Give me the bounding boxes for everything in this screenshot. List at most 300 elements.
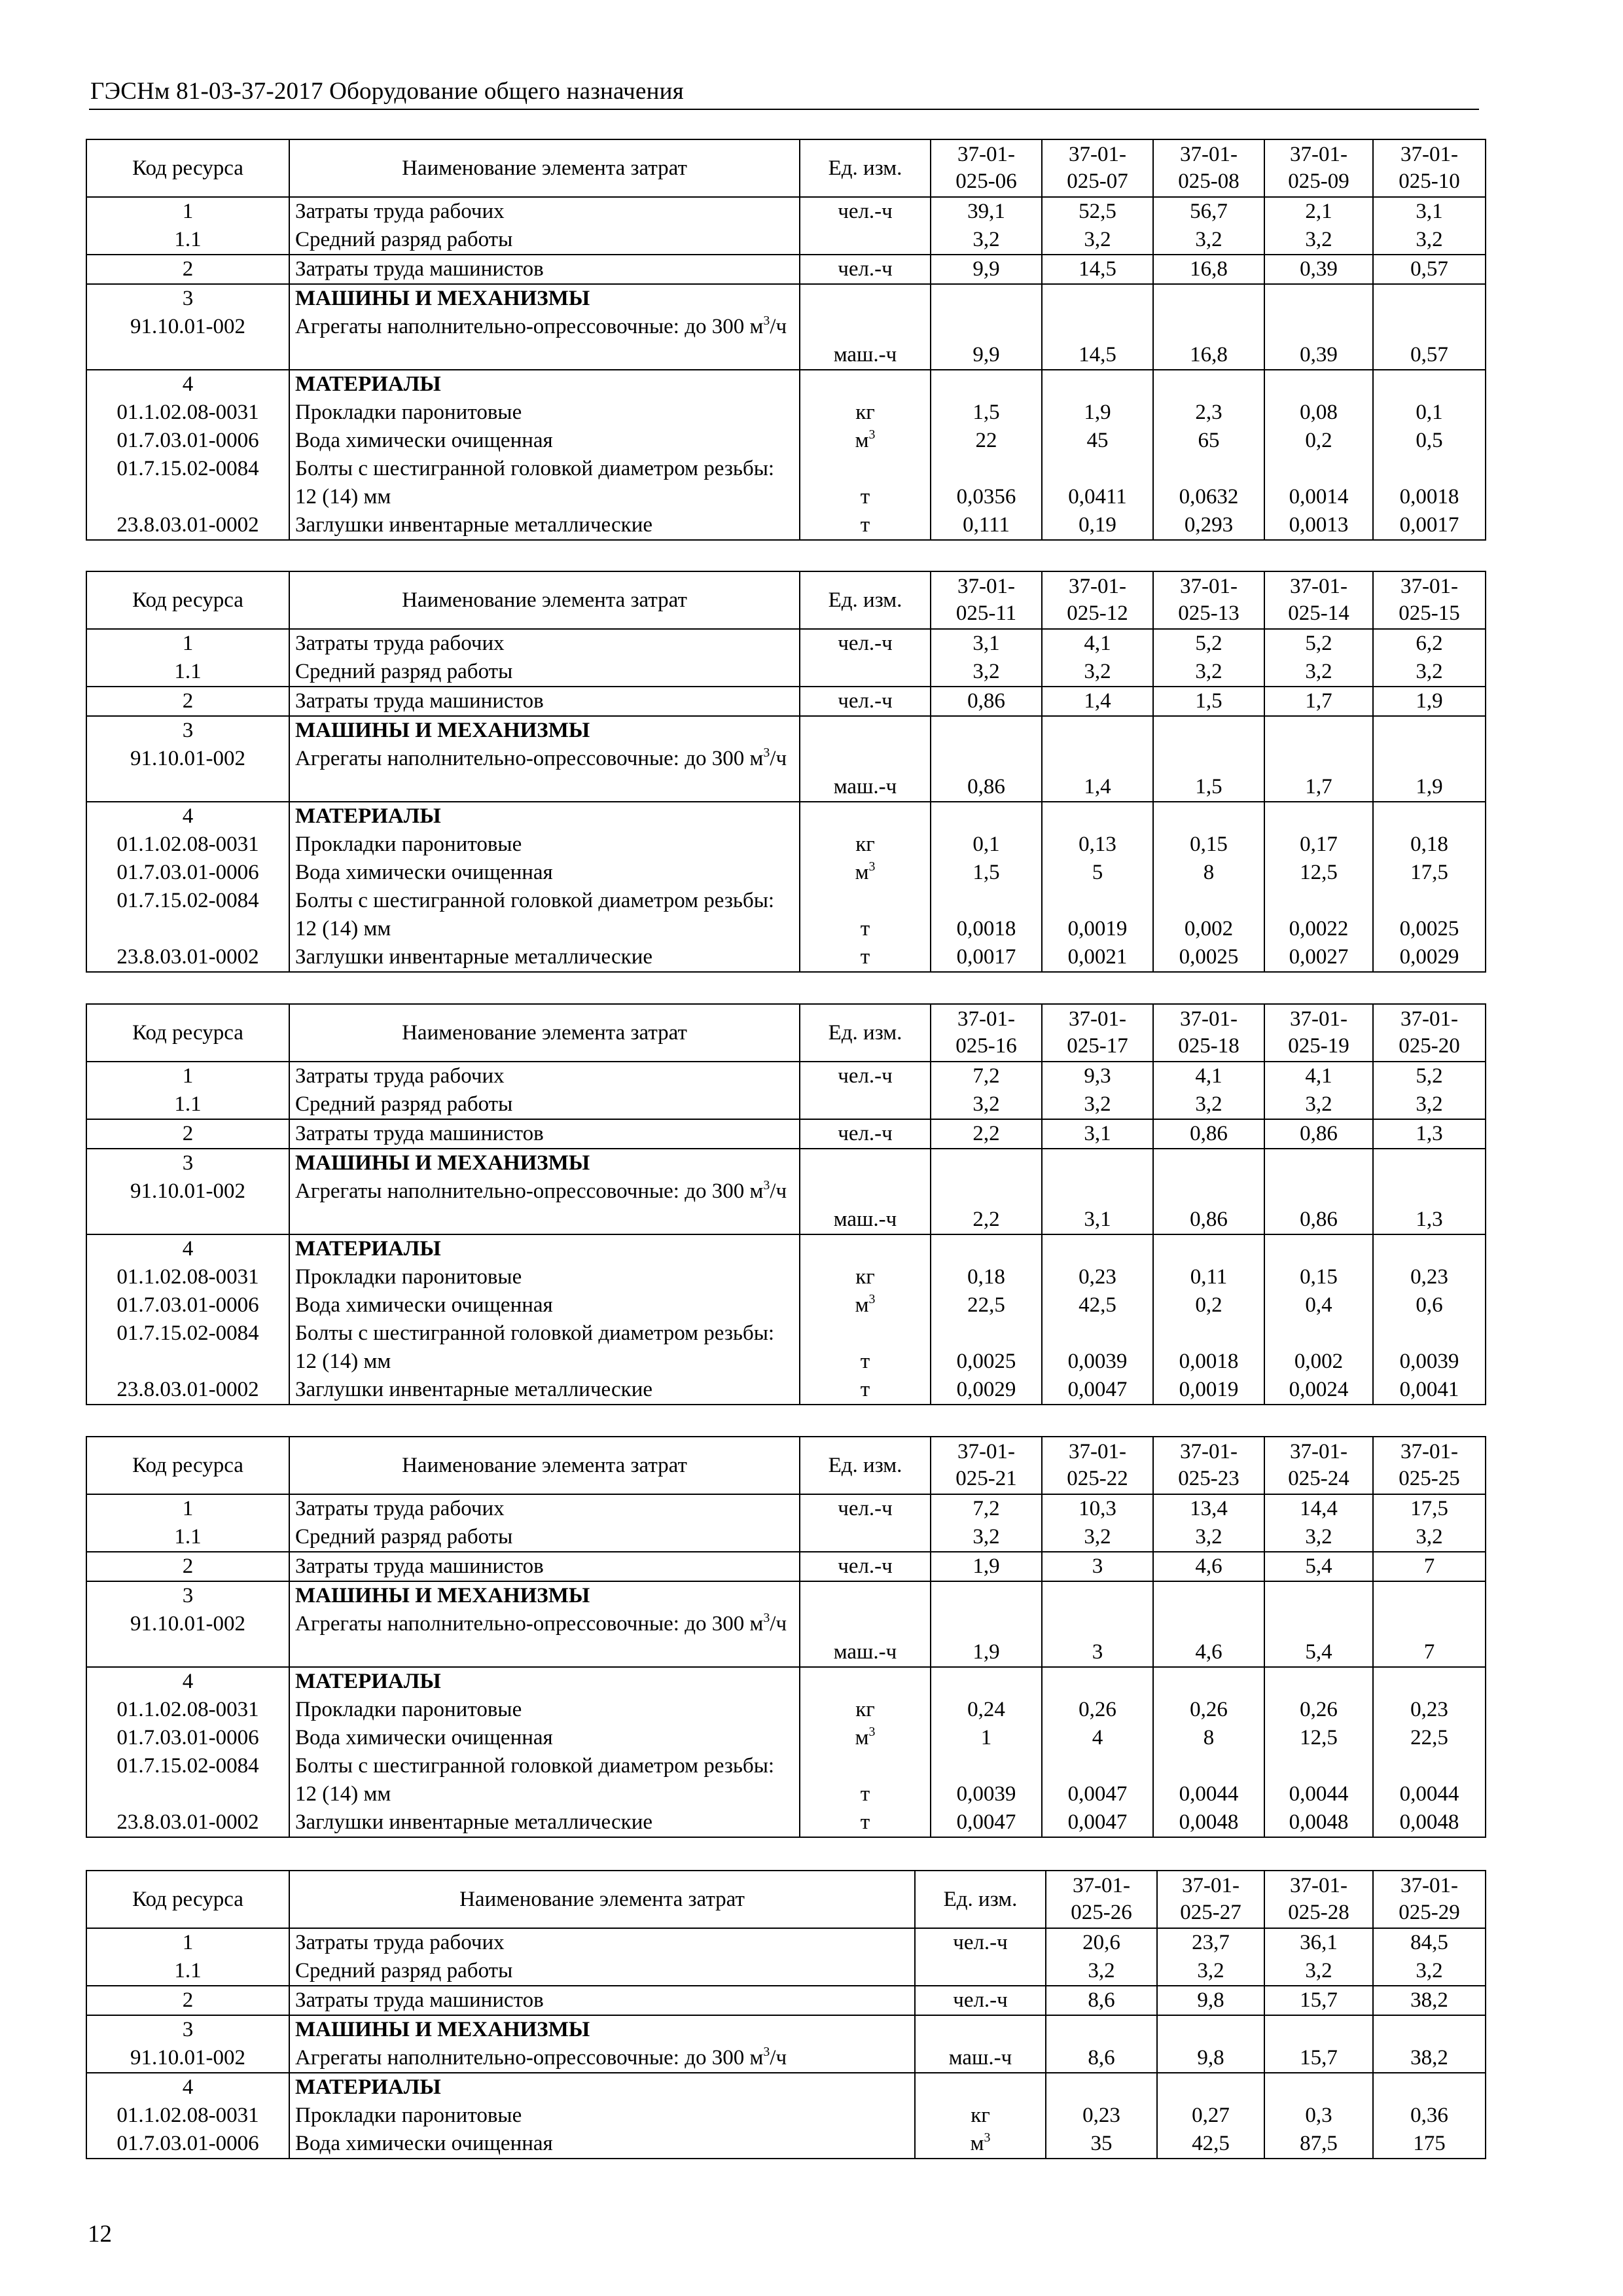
value-cell: 3,2 bbox=[1373, 658, 1486, 687]
value-cell: 3,2 bbox=[1373, 1523, 1486, 1552]
rate-code-column-header: 37-01- 025-27 bbox=[1157, 1871, 1264, 1928]
rate-code-column-header: 37-01- 025-21 bbox=[931, 1437, 1042, 1494]
resource-code-cell: 3 bbox=[86, 1149, 289, 1177]
unit-cell bbox=[800, 1667, 931, 1696]
value-cell: 0,0014 bbox=[1264, 455, 1373, 511]
page-number: 12 bbox=[88, 2221, 112, 2248]
unit-cell bbox=[800, 370, 931, 399]
rate-code-column-header: 37-01- 025-09 bbox=[1264, 139, 1373, 197]
value-cell: 7 bbox=[1373, 1610, 1486, 1667]
code-column-header: Код ресурса bbox=[86, 571, 289, 629]
value-cell: 3,2 bbox=[1373, 1957, 1486, 1986]
value-cell bbox=[1153, 716, 1264, 745]
value-cell bbox=[1373, 716, 1486, 745]
value-cell bbox=[1373, 1234, 1486, 1263]
value-cell bbox=[1042, 1667, 1153, 1696]
value-cell bbox=[1153, 370, 1264, 399]
rate-code-column-header: 37-01- 025-12 bbox=[1042, 571, 1153, 629]
resource-code-cell: 23.8.03.01-0002 bbox=[86, 1376, 289, 1405]
unit-cell: $м^3$ bbox=[800, 1724, 931, 1752]
resource-code-cell: 2 bbox=[86, 1986, 289, 2015]
table-row bbox=[86, 745, 1486, 802]
cost-item-name: Вода химически очищенная bbox=[289, 1291, 800, 1319]
value-cell: 0,0048 bbox=[1264, 1808, 1373, 1837]
resource-code-cell: 01.1.02.08-0031 bbox=[86, 1263, 289, 1291]
value-cell: 3,2 bbox=[1042, 226, 1153, 255]
value-cell: 1,9 bbox=[931, 1610, 1042, 1667]
value-cell: 17,5 bbox=[1373, 1494, 1486, 1523]
value-cell bbox=[1264, 2073, 1373, 2102]
value-cell: 0,86 bbox=[1264, 1177, 1373, 1234]
cost-item-name: Затраты труда машинистов bbox=[289, 255, 800, 284]
value-cell: 0,0411 bbox=[1042, 455, 1153, 511]
table-header-row bbox=[86, 139, 1486, 197]
cost-item-name: Средний разряд работы bbox=[289, 658, 800, 687]
unit-cell bbox=[800, 1234, 931, 1263]
value-cell: 0,0039 bbox=[1042, 1319, 1153, 1376]
name-column-header: Наименование элемента затрат bbox=[289, 139, 800, 197]
value-cell bbox=[1373, 284, 1486, 313]
value-cell: 0,1 bbox=[1373, 399, 1486, 427]
value-cell bbox=[1373, 1581, 1486, 1610]
unit-cell: т bbox=[800, 511, 931, 540]
value-cell bbox=[1042, 370, 1153, 399]
cost-item-name: Заглушки инвентарные металлические bbox=[289, 943, 800, 972]
value-cell: 0,2 bbox=[1153, 1291, 1264, 1319]
value-cell bbox=[1264, 370, 1373, 399]
resource-code-cell: 91.10.01-002 bbox=[86, 1177, 289, 1234]
value-cell: 3,2 bbox=[1264, 1090, 1373, 1119]
resource-code-cell: 01.7.03.01-0006 bbox=[86, 859, 289, 887]
value-cell: 4,1 bbox=[1153, 1062, 1264, 1090]
resource-code-cell: 01.7.15.02-0084 bbox=[86, 455, 289, 511]
value-cell: 9,9 bbox=[931, 313, 1042, 370]
table-row bbox=[86, 2073, 1486, 2102]
value-cell: 1,3 bbox=[1373, 1119, 1486, 1149]
value-cell bbox=[931, 1581, 1042, 1610]
resource-code-cell: 1.1 bbox=[86, 1523, 289, 1552]
value-cell: 0,15 bbox=[1264, 1263, 1373, 1291]
unit-cell bbox=[800, 658, 931, 687]
table-row bbox=[86, 859, 1486, 887]
value-cell: 14,5 bbox=[1042, 313, 1153, 370]
unit-cell: маш.-ч bbox=[800, 313, 931, 370]
resource-code-cell: 4 bbox=[86, 370, 289, 399]
value-cell: 7,2 bbox=[931, 1494, 1042, 1523]
value-cell: 0,39 bbox=[1264, 313, 1373, 370]
unit-cell: чел.-ч bbox=[915, 1928, 1046, 1957]
value-cell: 0,08 bbox=[1264, 399, 1373, 427]
unit-cell: чел.-ч bbox=[800, 629, 931, 658]
table-row bbox=[86, 658, 1486, 687]
value-cell bbox=[1153, 1149, 1264, 1177]
value-cell: 5,4 bbox=[1264, 1610, 1373, 1667]
table-row bbox=[86, 887, 1486, 943]
value-cell: 56,7 bbox=[1153, 197, 1264, 226]
resource-code-cell: 01.1.02.08-0031 bbox=[86, 1696, 289, 1724]
value-cell: 35 bbox=[1046, 2130, 1157, 2159]
unit-column-header: Ед. изм. bbox=[800, 1004, 931, 1062]
resource-code-cell: 4 bbox=[86, 802, 289, 831]
unit-column-header: Ед. изм. bbox=[800, 139, 931, 197]
cost-table bbox=[86, 1003, 1486, 1405]
resource-code-cell: 3 bbox=[86, 1581, 289, 1610]
unit-cell: кг bbox=[800, 1263, 931, 1291]
value-cell: 6,2 bbox=[1373, 629, 1486, 658]
value-cell: 0,0024 bbox=[1264, 1376, 1373, 1405]
value-cell bbox=[1373, 802, 1486, 831]
unit-cell: чел.-ч bbox=[800, 687, 931, 716]
value-cell: 3,1 bbox=[1042, 1177, 1153, 1234]
unit-cell bbox=[800, 716, 931, 745]
table-row bbox=[86, 1523, 1486, 1552]
value-cell bbox=[931, 1234, 1042, 1263]
value-cell: 0,26 bbox=[1042, 1696, 1153, 1724]
value-cell bbox=[1264, 1667, 1373, 1696]
value-cell: 38,2 bbox=[1373, 2044, 1486, 2073]
rate-code-column-header: 37-01- 025-23 bbox=[1153, 1437, 1264, 1494]
cost-item-name: Средний разряд работы bbox=[289, 226, 800, 255]
value-cell: 36,1 bbox=[1264, 1928, 1373, 1957]
table-row bbox=[86, 197, 1486, 226]
value-cell bbox=[931, 1149, 1042, 1177]
cost-item-name: Заглушки инвентарные металлические bbox=[289, 511, 800, 540]
value-cell: 3,2 bbox=[1157, 1957, 1264, 1986]
resource-code-cell: 4 bbox=[86, 1234, 289, 1263]
cost-item-name: Прокладки паронитовые bbox=[289, 1696, 800, 1724]
unit-cell: чел.-ч bbox=[800, 197, 931, 226]
value-cell: 3,2 bbox=[1042, 658, 1153, 687]
cost-item-name: Прокладки паронитовые bbox=[289, 399, 800, 427]
value-cell: 0,0022 bbox=[1264, 887, 1373, 943]
table-row bbox=[86, 255, 1486, 284]
value-cell: 0,0027 bbox=[1264, 943, 1373, 972]
value-cell: 14,5 bbox=[1042, 255, 1153, 284]
value-cell: 0,1 bbox=[931, 831, 1042, 859]
resource-code-cell: 91.10.01-002 bbox=[86, 745, 289, 802]
value-cell: 0,18 bbox=[1373, 831, 1486, 859]
value-cell: 1,5 bbox=[931, 399, 1042, 427]
cost-item-name: Болты с шестигранной головкой диаметром резьбы: 12 (14) мм bbox=[289, 455, 800, 511]
table-row bbox=[86, 831, 1486, 859]
resource-code-cell: 23.8.03.01-0002 bbox=[86, 943, 289, 972]
section-heading: МАШИНЫ И МЕХАНИЗМЫ bbox=[289, 716, 800, 745]
table-header-row bbox=[86, 571, 1486, 629]
value-cell: 9,3 bbox=[1042, 1062, 1153, 1090]
value-cell: 3,2 bbox=[931, 1523, 1042, 1552]
resource-code-cell: 2 bbox=[86, 255, 289, 284]
value-cell: 0,0047 bbox=[1042, 1752, 1153, 1808]
value-cell bbox=[931, 802, 1042, 831]
resource-code-cell: 1.1 bbox=[86, 1090, 289, 1119]
resource-code-cell: 01.7.03.01-0006 bbox=[86, 1291, 289, 1319]
table-header-row bbox=[86, 1871, 1486, 1928]
resource-code-cell: 01.7.15.02-0084 bbox=[86, 887, 289, 943]
unit-cell: т bbox=[800, 1808, 931, 1837]
value-cell bbox=[1042, 1581, 1153, 1610]
value-cell: 16,8 bbox=[1153, 313, 1264, 370]
value-cell: 2,2 bbox=[931, 1177, 1042, 1234]
cost-table bbox=[86, 1870, 1486, 2159]
resource-code-cell: 01.7.03.01-0006 bbox=[86, 1724, 289, 1752]
code-column-header: Код ресурса bbox=[86, 1437, 289, 1494]
resource-code-cell: 1 bbox=[86, 1062, 289, 1090]
rate-code-column-header: 37-01- 025-14 bbox=[1264, 571, 1373, 629]
value-cell bbox=[1157, 2073, 1264, 2102]
cost-item-name: Заглушки инвентарные металлические bbox=[289, 1808, 800, 1837]
rate-code-column-header: 37-01- 025-07 bbox=[1042, 139, 1153, 197]
value-cell: 7,2 bbox=[931, 1062, 1042, 1090]
section-heading: МАТЕРИАЛЫ bbox=[289, 1667, 800, 1696]
value-cell bbox=[1046, 2073, 1157, 2102]
cost-item-name: Средний разряд работы bbox=[289, 1090, 800, 1119]
unit-cell: маш.-ч bbox=[915, 2044, 1046, 2073]
cost-table bbox=[86, 139, 1486, 541]
resource-code-cell: 1 bbox=[86, 629, 289, 658]
cost-item-name: Агрегаты наполнительно-опрессовочные: до 300 $м^3/ч$ bbox=[289, 2044, 915, 2073]
value-cell: 3,1 bbox=[931, 629, 1042, 658]
cost-item-name: Прокладки паронитовые bbox=[289, 2102, 915, 2130]
value-cell bbox=[1042, 802, 1153, 831]
rate-code-column-header: 37-01- 025-18 bbox=[1153, 1004, 1264, 1062]
cost-item-name: Вода химически очищенная bbox=[289, 859, 800, 887]
value-cell bbox=[1264, 1149, 1373, 1177]
rate-code-column-header: 37-01- 025-20 bbox=[1373, 1004, 1486, 1062]
rate-code-column-header: 37-01- 025-22 bbox=[1042, 1437, 1153, 1494]
value-cell: 0,23 bbox=[1046, 2102, 1157, 2130]
value-cell: 0,0025 bbox=[931, 1319, 1042, 1376]
cost-item-name: Прокладки паронитовые bbox=[289, 1263, 800, 1291]
rate-code-column-header: 37-01- 025-15 bbox=[1373, 571, 1486, 629]
unit-cell: $м^3$ bbox=[915, 2130, 1046, 2159]
cost-table bbox=[86, 571, 1486, 973]
value-cell: 2,2 bbox=[931, 1119, 1042, 1149]
resource-code-cell: 01.7.03.01-0006 bbox=[86, 2130, 289, 2159]
value-cell: 9,9 bbox=[931, 255, 1042, 284]
unit-cell: кг bbox=[800, 1696, 931, 1724]
value-cell: 5,2 bbox=[1373, 1062, 1486, 1090]
value-cell: 0,0632 bbox=[1153, 455, 1264, 511]
table-row bbox=[86, 1177, 1486, 1234]
value-cell: 0,002 bbox=[1153, 887, 1264, 943]
unit-cell: чел.-ч bbox=[800, 1119, 931, 1149]
value-cell: 12,5 bbox=[1264, 859, 1373, 887]
value-cell: 15,7 bbox=[1264, 1986, 1373, 2015]
cost-item-name: Агрегаты наполнительно-опрессовочные: до 300 $м^3/ч$ bbox=[289, 313, 800, 370]
value-cell: 3,2 bbox=[1153, 658, 1264, 687]
resource-code-cell: 1 bbox=[86, 1494, 289, 1523]
value-cell: 0,0044 bbox=[1153, 1752, 1264, 1808]
value-cell: 0,0018 bbox=[1373, 455, 1486, 511]
value-cell bbox=[1042, 284, 1153, 313]
value-cell: 0,26 bbox=[1264, 1696, 1373, 1724]
value-cell: 3,2 bbox=[1153, 226, 1264, 255]
value-cell: 1,9 bbox=[931, 1552, 1042, 1581]
unit-cell: кг bbox=[800, 831, 931, 859]
resource-code-cell: 01.7.03.01-0006 bbox=[86, 427, 289, 455]
table-row bbox=[86, 313, 1486, 370]
unit-cell: т bbox=[800, 887, 931, 943]
value-cell: 13,4 bbox=[1153, 1494, 1264, 1523]
table-row bbox=[86, 1263, 1486, 1291]
value-cell bbox=[1046, 2015, 1157, 2044]
value-cell: 1,9 bbox=[1042, 399, 1153, 427]
value-cell: 39,1 bbox=[931, 197, 1042, 226]
unit-column-header: Ед. изм. bbox=[800, 1437, 931, 1494]
name-column-header: Наименование элемента затрат bbox=[289, 571, 800, 629]
name-column-header: Наименование элемента затрат bbox=[289, 1437, 800, 1494]
value-cell: 0,0041 bbox=[1373, 1376, 1486, 1405]
table-row bbox=[86, 1696, 1486, 1724]
cost-table bbox=[86, 1436, 1486, 1838]
value-cell bbox=[1373, 2015, 1486, 2044]
unit-cell bbox=[800, 1149, 931, 1177]
unit-cell: маш.-ч bbox=[800, 745, 931, 802]
resource-code-cell: 2 bbox=[86, 687, 289, 716]
table-row bbox=[86, 1808, 1486, 1837]
value-cell bbox=[1373, 370, 1486, 399]
unit-cell: т bbox=[800, 1319, 931, 1376]
resource-code-cell: 3 bbox=[86, 2015, 289, 2044]
value-cell: 1 bbox=[931, 1724, 1042, 1752]
cost-item-name: Агрегаты наполнительно-опрессовочные: до 300 $м^3/ч$ bbox=[289, 745, 800, 802]
value-cell: 3,2 bbox=[1153, 1090, 1264, 1119]
value-cell: 0,86 bbox=[1264, 1119, 1373, 1149]
table-row bbox=[86, 2044, 1486, 2073]
value-cell: 0,0047 bbox=[1042, 1808, 1153, 1837]
resource-code-cell: 91.10.01-002 bbox=[86, 1610, 289, 1667]
code-column-header: Код ресурса bbox=[86, 1004, 289, 1062]
code-column-header: Код ресурса bbox=[86, 139, 289, 197]
rate-code-column-header: 37-01- 025-13 bbox=[1153, 571, 1264, 629]
value-cell: 2,3 bbox=[1153, 399, 1264, 427]
value-cell: 0,18 bbox=[931, 1263, 1042, 1291]
table-header-row bbox=[86, 1004, 1486, 1062]
rate-code-column-header: 37-01- 025-26 bbox=[1046, 1871, 1157, 1928]
value-cell: 0,27 bbox=[1157, 2102, 1264, 2130]
value-cell: 1,9 bbox=[1373, 687, 1486, 716]
value-cell: 8 bbox=[1153, 1724, 1264, 1752]
value-cell: 0,0019 bbox=[1042, 887, 1153, 943]
resource-code-cell: 1 bbox=[86, 1928, 289, 1957]
value-cell: 4,6 bbox=[1153, 1552, 1264, 1581]
table-row bbox=[86, 687, 1486, 716]
value-cell: 12,5 bbox=[1264, 1724, 1373, 1752]
value-cell: 10,3 bbox=[1042, 1494, 1153, 1523]
table-row bbox=[86, 802, 1486, 831]
value-cell: 3,2 bbox=[1264, 1523, 1373, 1552]
value-cell: 4,1 bbox=[1264, 1062, 1373, 1090]
table-row bbox=[86, 2102, 1486, 2130]
value-cell bbox=[1373, 2073, 1486, 2102]
table-row bbox=[86, 370, 1486, 399]
unit-cell bbox=[915, 1957, 1046, 1986]
value-cell: 3,2 bbox=[1153, 1523, 1264, 1552]
value-cell: 0,0018 bbox=[1153, 1319, 1264, 1376]
unit-cell: т bbox=[800, 1752, 931, 1808]
table-row bbox=[86, 2130, 1486, 2159]
value-cell: 0,23 bbox=[1042, 1263, 1153, 1291]
value-cell: 0,0044 bbox=[1264, 1752, 1373, 1808]
resource-code-cell: 01.7.15.02-0084 bbox=[86, 1319, 289, 1376]
section-heading: МАТЕРИАЛЫ bbox=[289, 2073, 915, 2102]
value-cell: 3,1 bbox=[1042, 1119, 1153, 1149]
value-cell: 3,2 bbox=[1264, 1957, 1373, 1986]
value-cell: 0,111 bbox=[931, 511, 1042, 540]
value-cell: 22,5 bbox=[931, 1291, 1042, 1319]
cost-item-name: Болты с шестигранной головкой диаметром резьбы: 12 (14) мм bbox=[289, 1752, 800, 1808]
value-cell: 5,4 bbox=[1264, 1552, 1373, 1581]
value-cell bbox=[1157, 2015, 1264, 2044]
unit-cell: чел.-ч bbox=[800, 1494, 931, 1523]
unit-cell: маш.-ч bbox=[800, 1177, 931, 1234]
cost-item-name: Вода химически очищенная bbox=[289, 427, 800, 455]
unit-cell: маш.-ч bbox=[800, 1610, 931, 1667]
table-row bbox=[86, 1986, 1486, 2015]
rate-code-column-header: 37-01- 025-17 bbox=[1042, 1004, 1153, 1062]
value-cell: 0,0047 bbox=[1042, 1376, 1153, 1405]
value-cell: 45 bbox=[1042, 427, 1153, 455]
rate-code-column-header: 37-01- 025-06 bbox=[931, 139, 1042, 197]
table-row bbox=[86, 1062, 1486, 1090]
unit-cell: т bbox=[800, 455, 931, 511]
unit-cell: т bbox=[800, 943, 931, 972]
table-row bbox=[86, 399, 1486, 427]
cost-item-name: Затраты труда рабочих bbox=[289, 1494, 800, 1523]
value-cell: 0,24 bbox=[931, 1696, 1042, 1724]
value-cell bbox=[931, 1667, 1042, 1696]
cost-item-name: Заглушки инвентарные металлические bbox=[289, 1376, 800, 1405]
table-row bbox=[86, 1724, 1486, 1752]
unit-cell bbox=[915, 2073, 1046, 2102]
value-cell: 0,11 bbox=[1153, 1263, 1264, 1291]
value-cell: 3,2 bbox=[1042, 1090, 1153, 1119]
cost-item-name: Средний разряд работы bbox=[289, 1523, 800, 1552]
resource-code-cell: 01.7.15.02-0084 bbox=[86, 1752, 289, 1808]
table-row bbox=[86, 716, 1486, 745]
value-cell bbox=[1153, 1581, 1264, 1610]
value-cell: 84,5 bbox=[1373, 1928, 1486, 1957]
value-cell: 1,4 bbox=[1042, 687, 1153, 716]
unit-cell bbox=[800, 802, 931, 831]
resource-code-cell: 1 bbox=[86, 197, 289, 226]
table-row bbox=[86, 943, 1486, 972]
resource-code-cell: 2 bbox=[86, 1552, 289, 1581]
value-cell: 7 bbox=[1373, 1552, 1486, 1581]
value-cell bbox=[931, 284, 1042, 313]
cost-item-name: Агрегаты наполнительно-опрессовочные: до 300 $м^3/ч$ bbox=[289, 1610, 800, 1667]
value-cell: 3,2 bbox=[931, 658, 1042, 687]
resource-code-cell: 4 bbox=[86, 2073, 289, 2102]
value-cell: 0,0039 bbox=[931, 1752, 1042, 1808]
cost-item-name: Вода химически очищенная bbox=[289, 2130, 915, 2159]
value-cell bbox=[931, 370, 1042, 399]
cost-item-name: Затраты труда рабочих bbox=[289, 197, 800, 226]
resource-code-cell: 1.1 bbox=[86, 658, 289, 687]
table-row bbox=[86, 427, 1486, 455]
value-cell: 16,8 bbox=[1153, 255, 1264, 284]
resource-code-cell: 01.1.02.08-0031 bbox=[86, 831, 289, 859]
value-cell: 5,2 bbox=[1153, 629, 1264, 658]
resource-code-cell: 01.1.02.08-0031 bbox=[86, 2102, 289, 2130]
value-cell: 0,5 bbox=[1373, 427, 1486, 455]
unit-cell: кг bbox=[915, 2102, 1046, 2130]
value-cell: 23,7 bbox=[1157, 1928, 1264, 1957]
value-cell: 0,0017 bbox=[931, 943, 1042, 972]
value-cell: 0,23 bbox=[1373, 1263, 1486, 1291]
value-cell: 0,17 bbox=[1264, 831, 1373, 859]
resource-code-cell: 91.10.01-002 bbox=[86, 313, 289, 370]
